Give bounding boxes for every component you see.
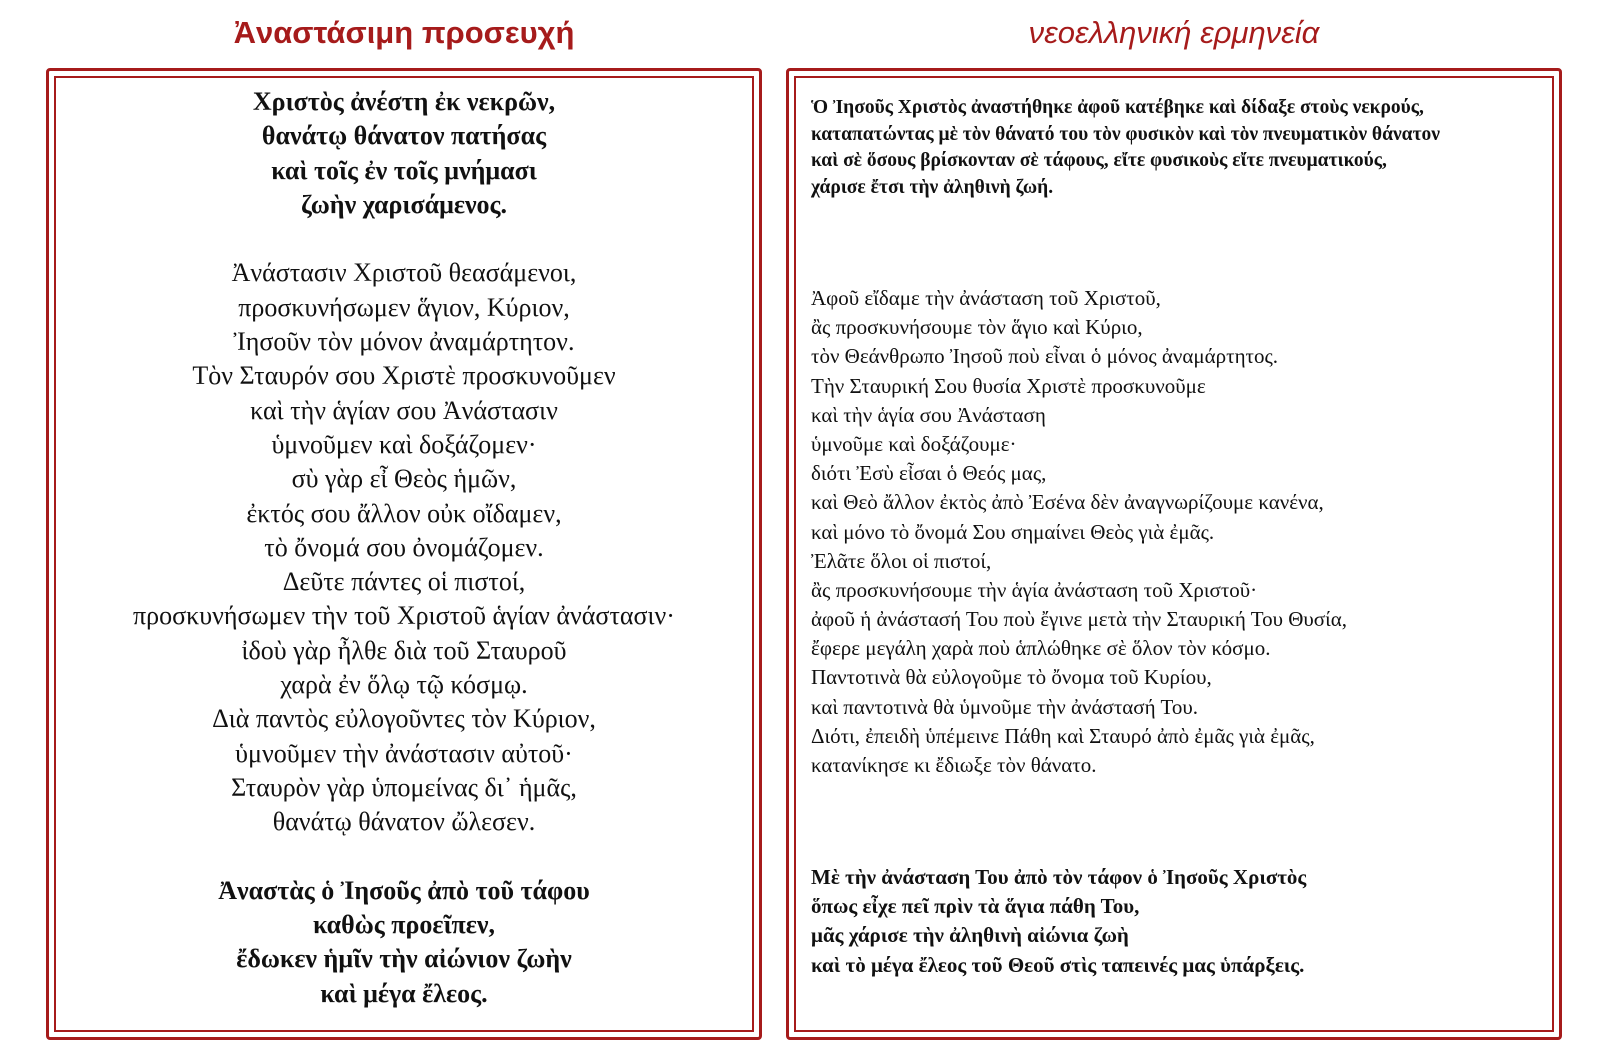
verse-line: ὑμνοῦμεν καὶ δοξάζομεν·: [271, 429, 537, 459]
verse-line: Τὸν Σταυρόν σου Χριστὲ προσκυνοῦμεν: [192, 361, 616, 391]
verse-line: προσκυνήσωμεν τὴν τοῦ Χριστοῦ ἁγίαν ἀνάστασιν·: [133, 601, 675, 631]
verse-line: καὶ παντοτινὰ θὰ ὑμνοῦμε τὴν ἀνάστασή Του.: [811, 694, 1198, 719]
verse-line: θανάτῳ θάνατον ὤλεσεν.: [272, 807, 536, 837]
verse-line: Χριστὸς ἀνέστη ἐκ νεκρῶν,: [252, 87, 556, 116]
verse-line: καὶ μόνο τὸ ὄνομά Σου σημαίνει Θεὸς γιὰ ἐμᾶς.: [811, 519, 1215, 544]
stanza-gap: [49, 222, 759, 256]
original-title: Ἀναστάσιμη προσευχή: [233, 15, 575, 50]
verse-line: καταπατώντας μὲ τὸν θάνατό του τὸν φυσικὸν καὶ τὸν πνευματικὸν θάνατον: [811, 123, 1441, 145]
original-stanza-1: [49, 85, 759, 222]
verse-line: Διότι, ἐπειδὴ ὑπέμεινε Πάθη καὶ Σταυρό ἀπὸ ἐμᾶς γιὰ ἐμᾶς,: [811, 723, 1315, 748]
verse-line: καὶ τὸ μέγα ἔλεος τοῦ Θεοῦ στὶς ταπεινές μας ὑπάρξεις.: [811, 952, 1305, 977]
verse-line: Δεῦτε πάντες οἱ πιστοί,: [282, 567, 526, 597]
verse-line: καθὼς προεῖπεν,: [312, 910, 496, 940]
verse-line: Ἀφοῦ εἴδαμε τὴν ἀνάσταση τοῦ Χριστοῦ,: [811, 286, 1161, 310]
verse-line: διότι Ἐσὺ εἶσαι ὁ Θεός μας,: [811, 461, 1047, 486]
verse-line: ὑμνοῦμεν τὴν ἀνάστασιν αὐτοῦ·: [235, 738, 573, 768]
verse-line: τὸ ὄνομά σου ὀνομάζομεν.: [264, 532, 544, 562]
verse-line: Σταυρὸν γὰρ ὑπομείνας δι᾽ ἡμᾶς,: [231, 772, 577, 802]
verse-line: Μὲ τὴν ἀνάσταση Του ἀπὸ τὸν τάφον ὁ Ἰησοῦς Χριστὸς: [811, 865, 1307, 889]
verse-line: προσκυνήσωμεν ἅγιον, Κύριον,: [238, 292, 570, 322]
original-stanza-2: [49, 256, 759, 839]
translation-title: νεοελληνική ερμηνεία: [1028, 15, 1320, 50]
verse-line: Παντοτινὰ θὰ εὐλογοῦμε τὸ ὄνομα τοῦ Κυρίου,: [811, 665, 1212, 690]
verse-line: καὶ τοῖς ἐν τοῖς μνήμασι: [271, 155, 537, 185]
verse-line: Ἰησοῦν τὸν μόνον ἀναμάρτητον.: [233, 327, 575, 357]
verse-line: καὶ μέγα ἔλεος.: [320, 978, 488, 1008]
verse-line: Ὁ Ἰησοῦς Χριστὸς ἀναστήθηκε ἀφοῦ κατέβηκε καὶ δίδαξε στοὺς νεκρούς,: [811, 97, 1424, 118]
verse-line: σὺ γὰρ εἶ Θεὸς ἡμῶν,: [291, 464, 517, 494]
verse-line: ἂς προσκυνήσουμε τὴν ἁγία ἀνάσταση τοῦ Χριστοῦ·: [811, 577, 1258, 602]
original-stanza-3: [49, 874, 759, 1011]
verse-line: Διὰ παντὸς εὐλογοῦντες τὸν Κύριον,: [212, 704, 596, 734]
verse-line: ἐκτός σου ἄλλον οὐκ οἴδαμεν,: [246, 498, 562, 528]
original-text-panel: [46, 68, 762, 1040]
verse-line: Τὴν Σταυρική Σου θυσία Χριστὲ προσκυνοῦμε: [811, 373, 1206, 398]
verse-line: ἂς προσκυνήσουμε τὸν ἅγιο καὶ Κύριο,: [811, 315, 1143, 340]
verse-line: καὶ σὲ ὅσους βρίσκονταν σὲ τάφους, εἴτε φυσικοὺς εἴτε πνευματικούς,: [811, 150, 1387, 171]
verse-line: χάρισε ἔτσι τὴν ἀληθινὴ ζωή.: [811, 176, 1054, 198]
verse-line: ἔδωκεν ἡμῖν τὴν αἰώνιον ζωὴν: [236, 944, 572, 974]
verse-line: Ἐλᾶτε ὅλοι οἱ πιστοί,: [811, 548, 992, 573]
verse-line: κατανίκησε κι ἔδιωξε τὸν θάνατο.: [811, 753, 1097, 777]
verse-line: καὶ τὴν ἁγία σου Ἀνάσταση: [811, 402, 1046, 427]
translation-text-panel: [786, 68, 1562, 1040]
translation-stanza-3: [811, 863, 1543, 980]
verse-line: καὶ τὴν ἁγίαν σου Ἀνάστασιν: [250, 395, 558, 425]
verse-line: ἔφερε μεγάλη χαρὰ ποὺ ἁπλώθηκε σὲ ὅλον τὸν κόσμο.: [811, 636, 1271, 661]
verse-line: Ἀνάστασιν Χριστοῦ θεασάμενοι,: [231, 258, 577, 288]
stanza-gap: [49, 840, 759, 874]
original-text: [49, 85, 759, 1011]
verse-line: τὸν Θεάνθρωπο Ἰησοῦ ποὺ εἶναι ὁ μόνος ἀναμάρτητος.: [811, 344, 1279, 369]
verse-line: καὶ Θεὸ ἄλλον ἐκτὸς ἀπὸ Ἐσένα δὲν ἀναγνωρίζουμε κανένα,: [811, 490, 1324, 515]
verse-line: Ἀναστὰς ὁ Ἰησοῦς ἀπὸ τοῦ τάφου: [218, 875, 590, 905]
verse-line: θανάτῳ θάνατον πατήσας: [261, 121, 547, 151]
translation-stanza-2: [811, 284, 1543, 780]
verse-line: ζωὴν χαρισάμενος.: [300, 189, 508, 219]
verse-line: ὑμνοῦμε καὶ δοξάζουμε·: [811, 431, 1017, 456]
verse-line: ἀφοῦ ἡ ἀνάστασή Του ποὺ ἔγινε μετὰ τὴν Σταυρική Του Θυσία,: [811, 607, 1348, 632]
verse-line: ὅπως εἶχε πεῖ πρὶν τὰ ἅγια πάθη Του,: [811, 894, 1140, 919]
verse-line: μᾶς χάρισε τὴν ἀληθινὴ αἰώνια ζωὴ: [811, 923, 1129, 948]
translation-stanza-1: [811, 95, 1543, 201]
verse-line: χαρὰ ἐν ὅλῳ τῷ κόσμῳ.: [280, 670, 528, 700]
verse-line: ἰδοὺ γὰρ ἦλθε διὰ τοῦ Σταυροῦ: [241, 635, 567, 665]
